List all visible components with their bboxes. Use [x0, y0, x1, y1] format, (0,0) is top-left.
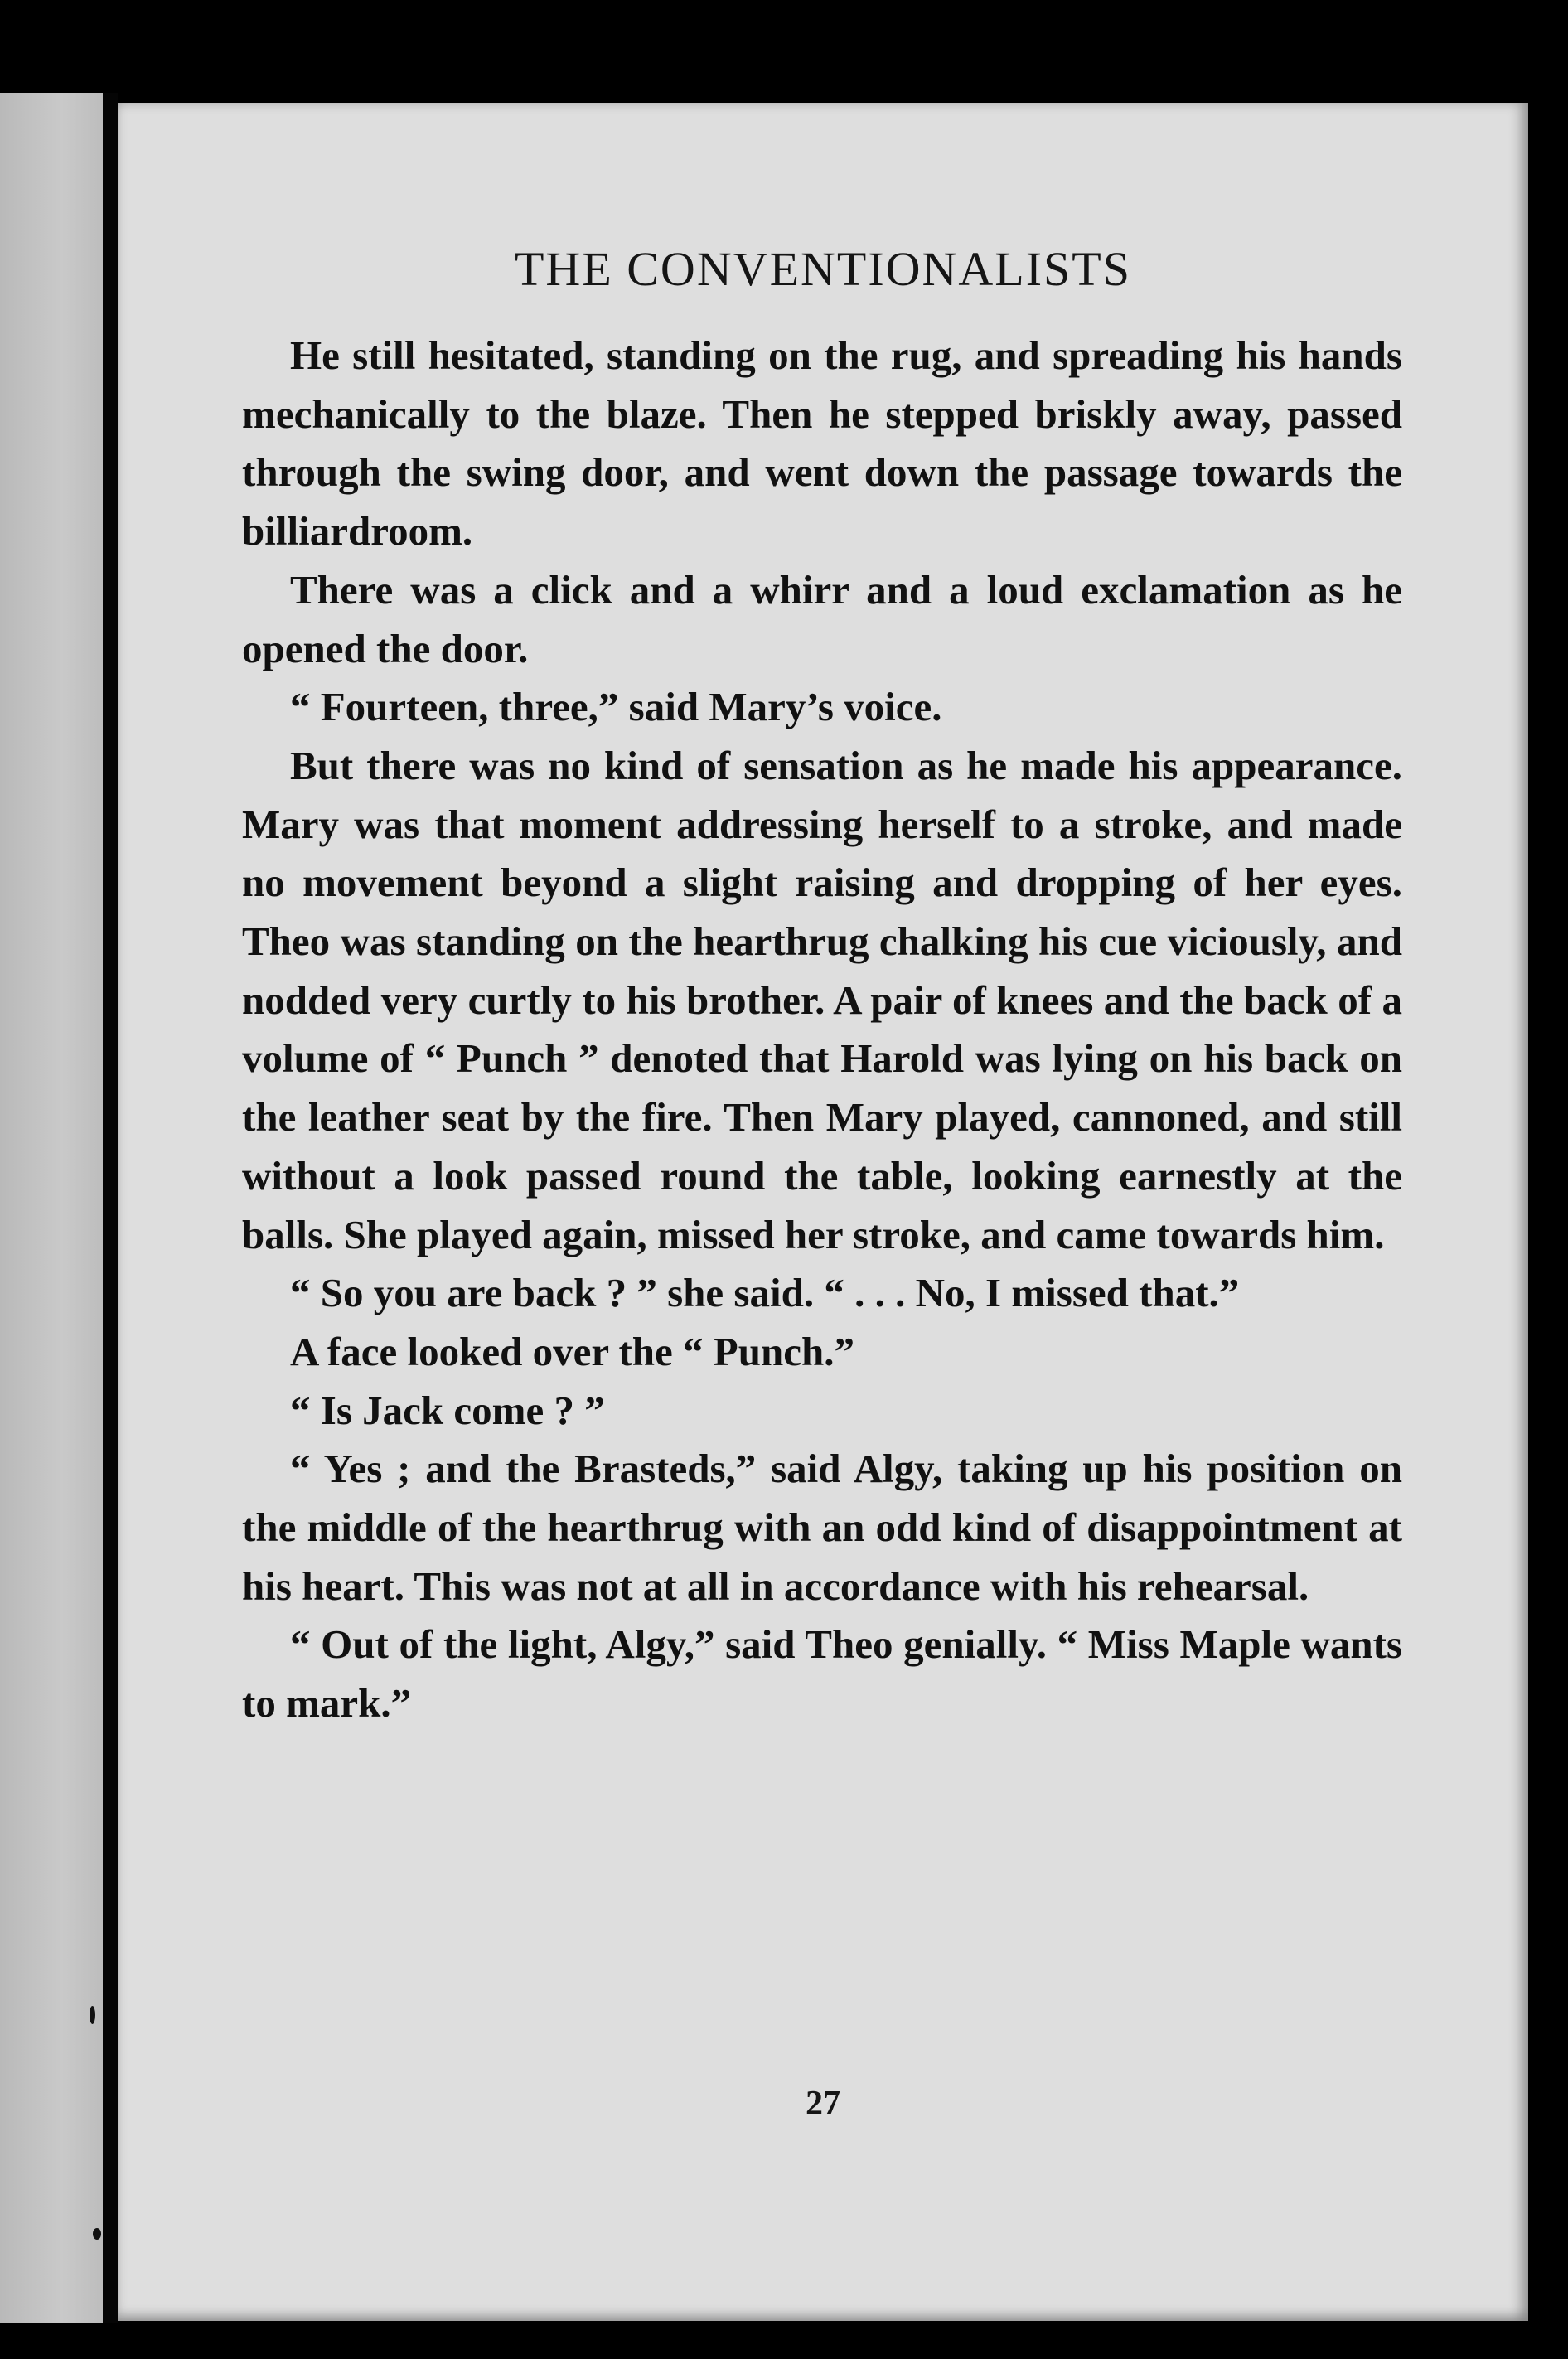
- dust-speck: [90, 2006, 95, 2024]
- paragraph: There was a click and a whirr and a loud exclamation as he opened the door.: [242, 566, 1402, 671]
- body-text: [242, 327, 1402, 1733]
- paragraph: “ Is Jack come ? ”: [290, 1387, 605, 1433]
- paragraph: A face looked over the “ Punch.”: [290, 1328, 854, 1374]
- paragraph: He still hesitated, standing on the rug, and spreading his hands mechanically to the blaze. Then he stepped briskly away, passed through the swing door, and went down the passage towards the billiardroom.: [242, 332, 1402, 555]
- paragraph: “ Fourteen, three,” said Mary’s voice.: [290, 684, 942, 730]
- page-number: 27: [806, 2085, 840, 2123]
- paragraph: “ Out of the light, Algy,” said Theo genially. “ Miss Maple wants to mark.”: [242, 1621, 1402, 1727]
- facing-page-edge: [0, 93, 103, 2323]
- running-head: THE CONVENTIONALISTS: [515, 242, 1131, 296]
- book-page: [118, 103, 1528, 2321]
- dust-speck: [93, 2228, 101, 2240]
- book-gutter: [103, 93, 118, 2323]
- paragraph: “ So you are back ? ” she said. “ . . . No, I missed that.”: [290, 1270, 1240, 1316]
- paragraph: But there was no kind of sensation as he made his appearance. Mary was that moment addressing herself to a stroke, and made no movement beyond a slight raising and dropping of her eyes. Theo was standing on the hearthrug chalking his cue viciously, and nodded very curtly to his brother. A pair of knees and the back of a volume of “ Punch ” denoted that Harold was lying on his back on the leather seat by the fire. Then Mary played, cannoned, and still without a look passed round the table, looking earnestly at the balls. She played again, missed her stroke, and came towards him.: [242, 742, 1402, 1257]
- paragraph: “ Yes ; and the Brasteds,” said Algy, taking up his position on the middle of the hearthrug with an odd kind of disappointment at his heart. This was not at all in accordance with his rehearsal.: [242, 1446, 1402, 1609]
